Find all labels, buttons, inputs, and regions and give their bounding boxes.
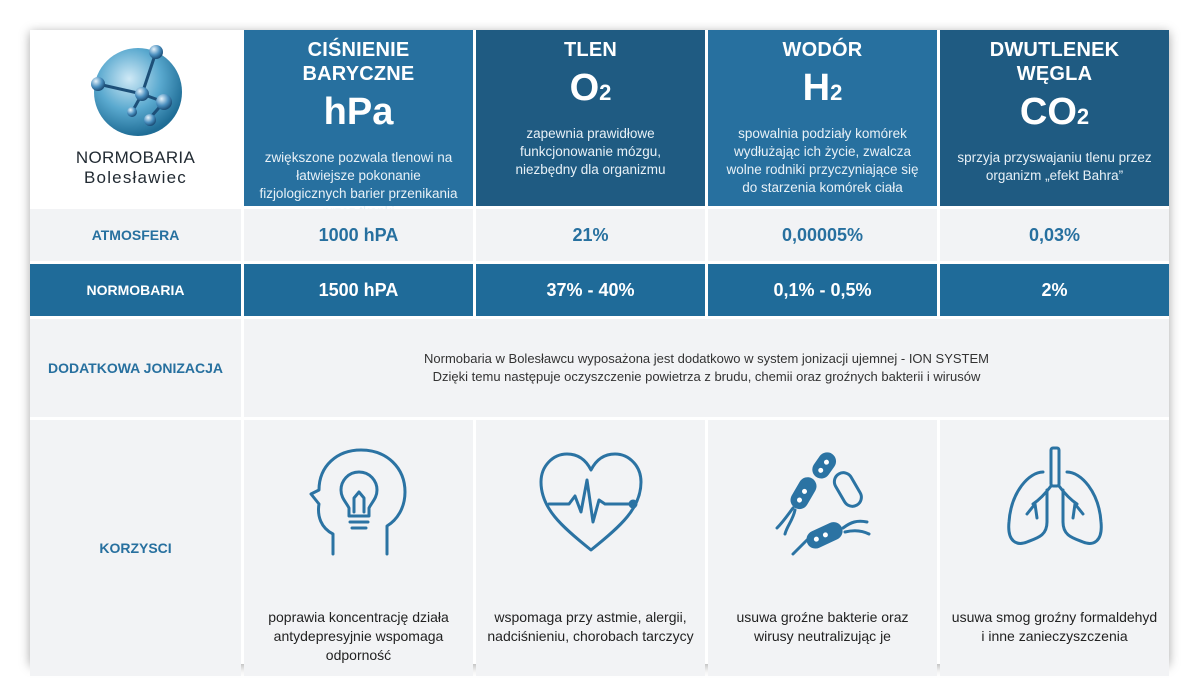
benefit-text: wspomaga przy astmie, alergii, nadciśnieniu, chorobach tarczycy (487, 609, 694, 644)
comparison-table (30, 30, 1169, 664)
column-formula: hPa (323, 91, 394, 133)
row-label-korzysci: KORZYSCI (30, 420, 241, 676)
benefit-text: usuwa smog groźny formaldehyd i inne zanieczyszczenia (951, 609, 1158, 644)
heart-pulse-icon (531, 442, 651, 562)
logo (30, 30, 241, 206)
column-title: DWUTLENEK WĘGLA (989, 39, 1120, 85)
benefit-concentration (244, 420, 473, 676)
row-label-normobaria: NORMOBARIA (30, 264, 241, 316)
column-header-co2 (940, 30, 1169, 206)
column-header-oxygen (476, 30, 705, 206)
benefit-bacteria (708, 420, 937, 676)
row-label-jonizacja: DODATKOWA JONIZACJA (30, 319, 241, 417)
column-description: spowalnia podziały komórek wydłużając ich życie, zwalcza wolne rodniki przyczyniające się do starzenia komórek ciała (726, 126, 919, 195)
column-description: zapewnia prawidłowe funkcjonowanie mózgu, niezbędny dla organizmu (515, 126, 666, 177)
atmosfera-value-co2: 0,03% (940, 209, 1169, 261)
column-formula: CO2 (1019, 91, 1090, 133)
logo-name: NORMOBARIA (75, 148, 196, 167)
atmosfera-value-pressure: 1000 hPA (244, 209, 473, 261)
ionization-description (244, 319, 1169, 417)
benefit-respiratory (476, 420, 705, 676)
head-lightbulb-icon (299, 442, 419, 562)
row-label-atmosfera: ATMOSFERA (30, 209, 241, 261)
atmosfera-value-oxygen: 21% (476, 209, 705, 261)
column-description: zwiększone pozwala tlenowi na łatwiejsze pokonanie fizjologicznych barier przenikania (259, 150, 458, 201)
column-title: TLEN (563, 39, 618, 61)
normobaria-value-hydrogen: 0,1% - 0,5% (708, 264, 937, 316)
ionization-line-2: Dzięki temu następuje oczyszczenie powietrza z brudu, chemii oraz groźnych bakterii i wirusów (432, 369, 981, 384)
bacteria-icon (763, 442, 883, 562)
benefit-text: usuwa groźne bakterie oraz wirusy neutralizując je (736, 609, 909, 644)
molecule-icon (84, 42, 188, 138)
normobaria-value-co2: 2% (940, 264, 1169, 316)
column-title: WODÓR (782, 39, 863, 61)
column-formula: H2 (802, 67, 843, 109)
normobaria-value-pressure: 1500 hPA (244, 264, 473, 316)
benefit-text: poprawia koncentrację działa antydepresyjnie wspomaga odporność (268, 609, 449, 663)
column-formula: O2 (569, 67, 612, 109)
normobaria-value-oxygen: 37% - 40% (476, 264, 705, 316)
infographic-frame (30, 30, 1169, 664)
benefit-air (940, 420, 1169, 676)
logo-city: Bolesławiec (84, 168, 187, 187)
column-header-pressure (244, 30, 473, 206)
ionization-line-1: Normobaria w Bolesławcu wyposażona jest dodatkowo w system jonizacji ujemnej - ION SYSTEM (424, 351, 989, 366)
atmosfera-value-hydrogen: 0,00005% (708, 209, 937, 261)
column-header-hydrogen (708, 30, 937, 206)
column-title: CIŚNIENIE BARYCZNE (302, 39, 415, 85)
lungs-icon (995, 442, 1115, 562)
column-description: sprzyja przyswajaniu tlenu przez organizm „efekt Bahra” (957, 150, 1152, 183)
